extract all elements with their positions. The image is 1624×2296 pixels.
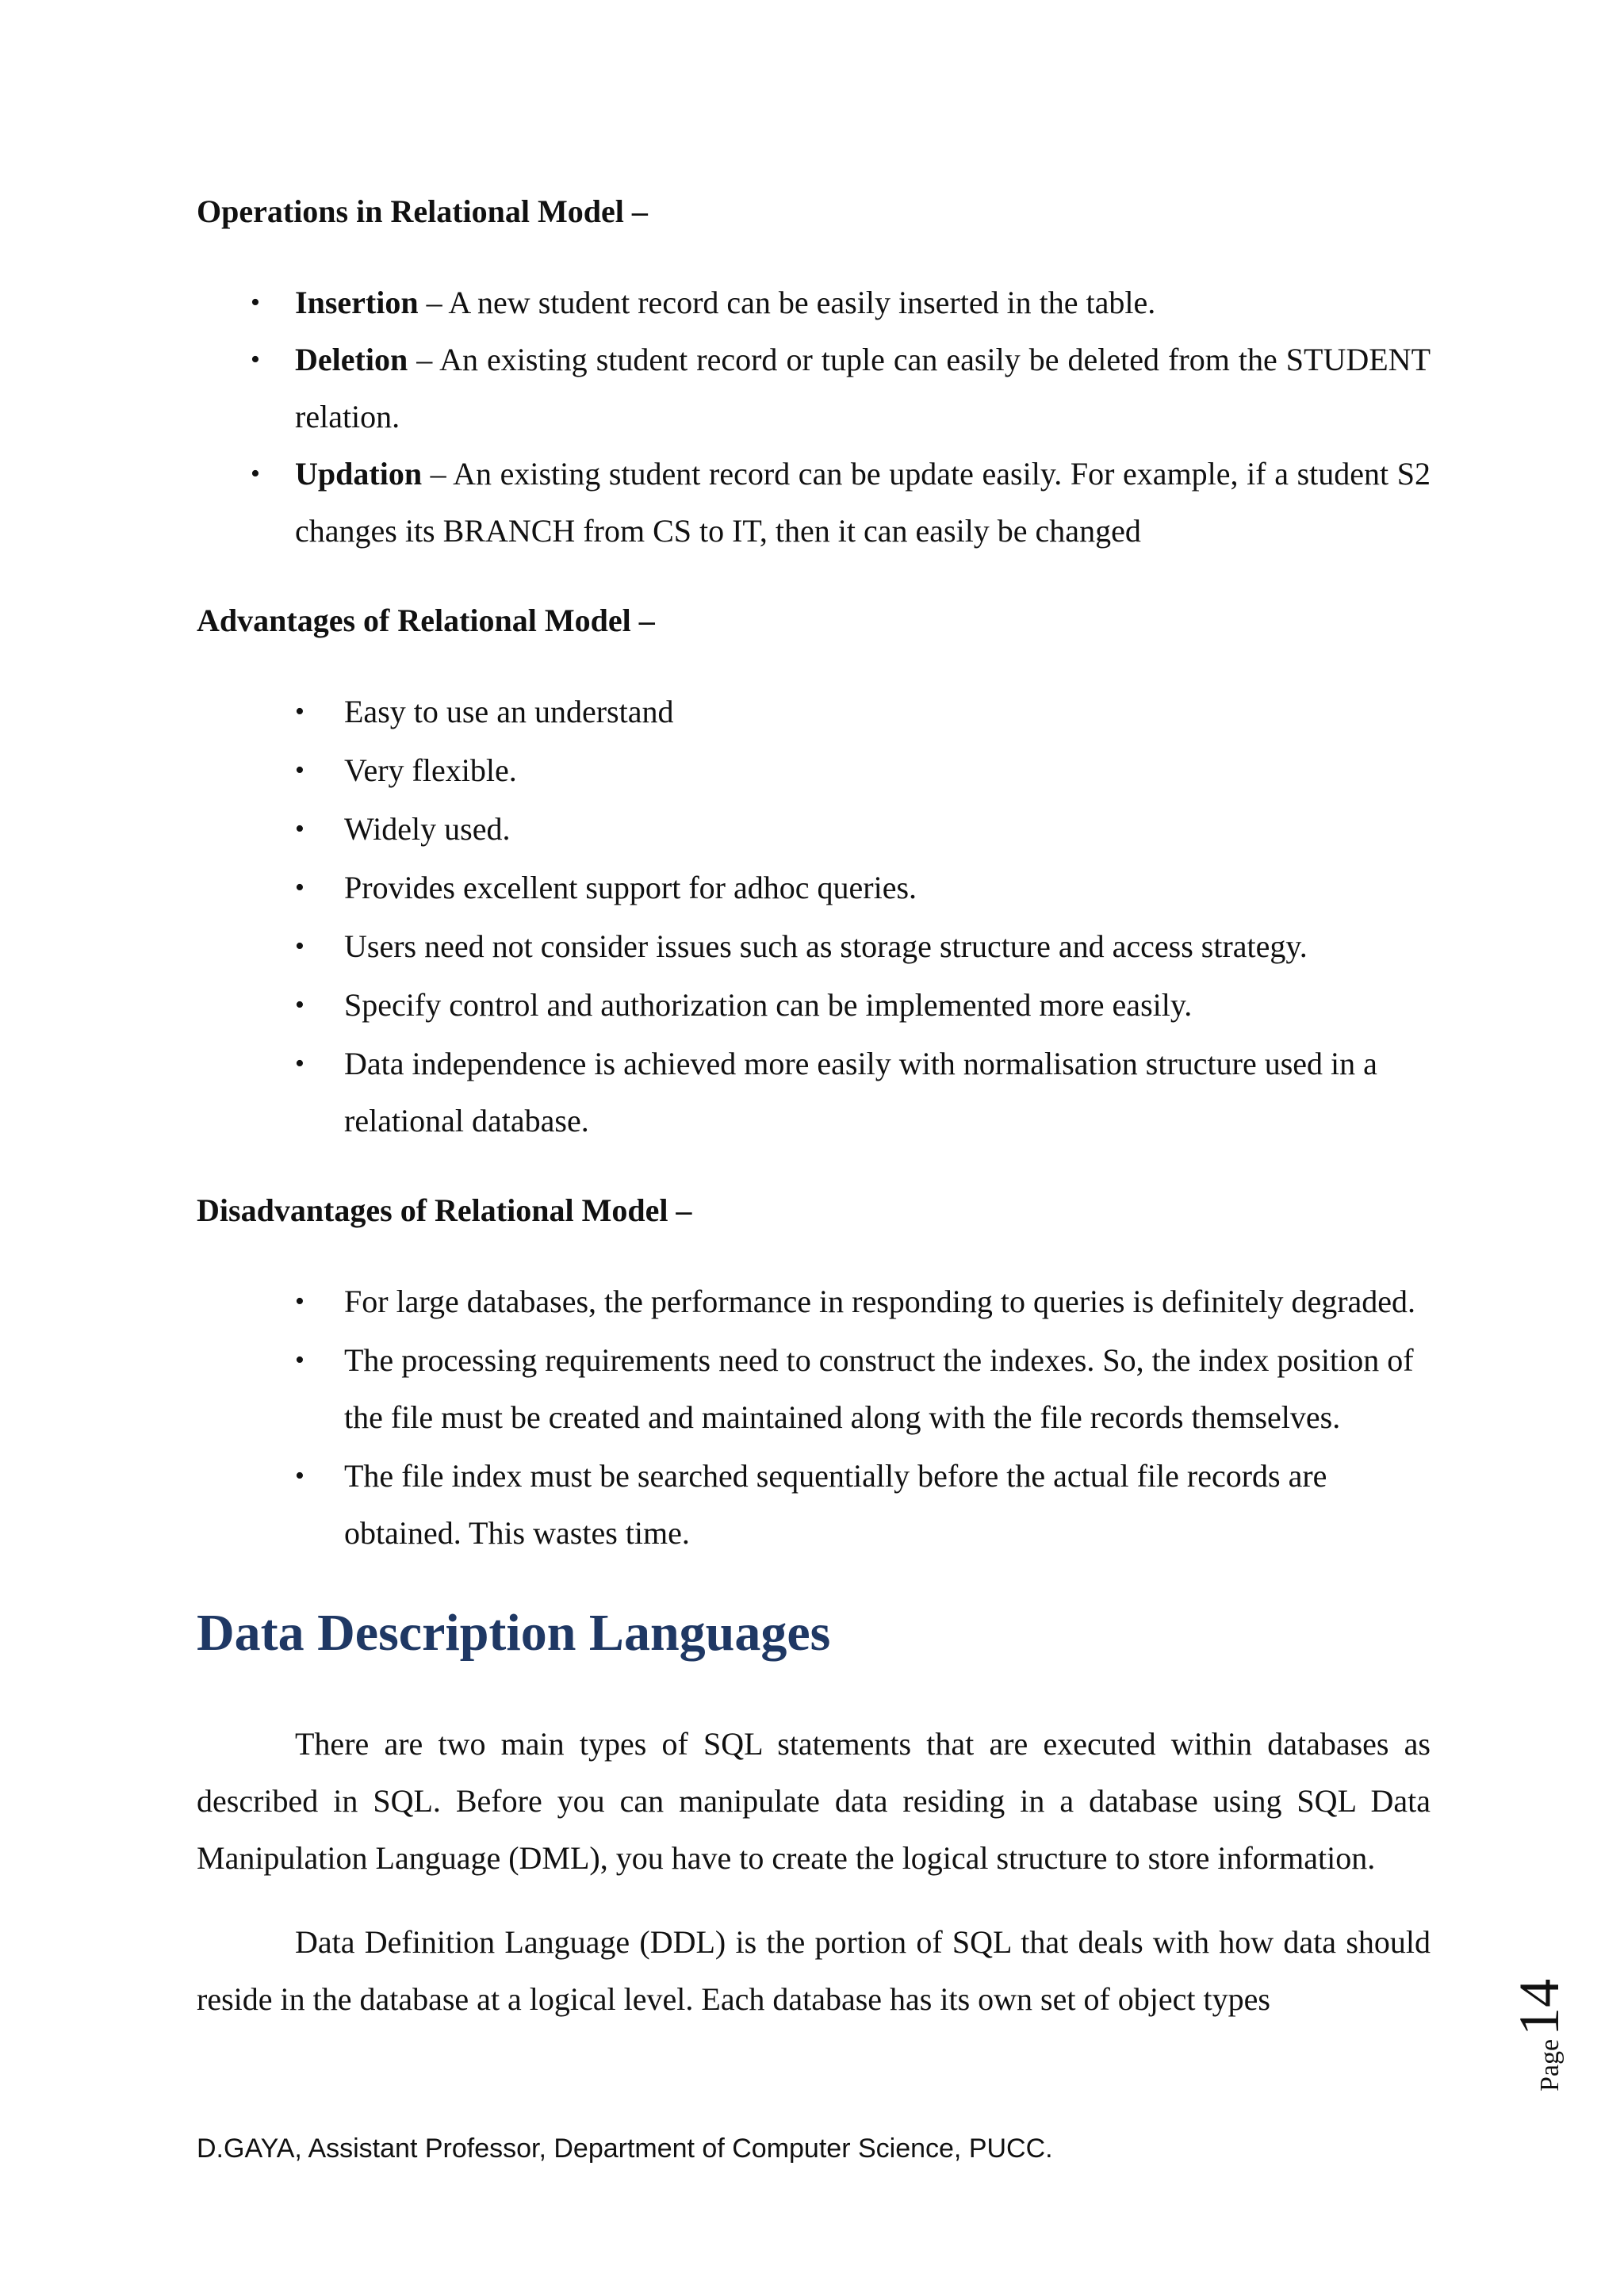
page-number-value: 14	[1507, 1978, 1571, 2036]
operation-term: Insertion	[295, 285, 419, 320]
list-item	[197, 918, 1431, 975]
page-label: Page	[1535, 2038, 1565, 2091]
ddl-paragraph: Data Definition Language (DDL) is the portion of SQL that deals with how data should reside in the database at a logical level. Each database has its own set of object types	[197, 1924, 1431, 2017]
list-item-text: Users need not consider issues such as storage structure and access strategy.	[344, 928, 1308, 964]
list-item	[197, 801, 1431, 858]
list-item-text: The file index must be searched sequentially before the actual file records are obtained. This wastes time.	[344, 1458, 1327, 1551]
operation-term: Deletion	[295, 342, 408, 377]
list-item-text: Specify control and authorization can be implemented more easily.	[344, 987, 1193, 1023]
page-footer: D.GAYA, Assistant Professor, Department of Computer Science, PUCC.	[197, 2133, 1053, 2164]
bullet-icon: •	[295, 697, 304, 726]
list-item-text: For large databases, the performance in responding to queries is definitely degraded.	[344, 1284, 1416, 1319]
list-item	[197, 1273, 1431, 1330]
list-item-text: The processing requirements need to construct the indexes. So, the index position of the file must be created and maintained along with the file records themselves.	[344, 1342, 1414, 1435]
operations-list	[197, 274, 1431, 560]
operations-title: Operations in Relational Model –	[197, 193, 648, 229]
bullet-icon: •	[295, 756, 304, 785]
list-item	[197, 446, 1431, 560]
list-item-text: Provides excellent support for adhoc queries.	[344, 870, 917, 905]
bullet-icon: •	[295, 1287, 304, 1316]
list-item	[197, 331, 1431, 446]
advantages-list	[197, 683, 1431, 1150]
list-item	[197, 1332, 1431, 1446]
operation-text: – An existing student record or tuple can easily be deleted from the STUDENT relation.	[295, 342, 1431, 434]
list-item	[197, 274, 1431, 331]
ddl-paragraph: There are two main types of SQL statements that are executed within databases as described in SQL. Before you can manipulate data residing in a database using SQL Data Manipulation Language (DML), you have to create the logical structure to store information.	[197, 1726, 1431, 1876]
list-item-text: Widely used.	[344, 811, 511, 847]
operation-text: – An existing student record can be update easily. For example, if a student S2 changes its BRANCH from CS to IT, then it can easily be changed	[295, 456, 1431, 549]
list-item	[197, 683, 1431, 740]
bullet-icon: •	[295, 814, 304, 844]
list-item	[197, 1448, 1431, 1562]
bullet-icon: •	[251, 459, 260, 488]
advantages-title: Advantages of Relational Model –	[197, 603, 655, 638]
list-item-text: Very flexible.	[344, 752, 517, 788]
list-item	[197, 1035, 1431, 1150]
bullet-icon: •	[251, 288, 260, 317]
list-item-text: Easy to use an understand	[344, 694, 674, 729]
bullet-icon: •	[295, 1345, 304, 1375]
disadvantages-title: Disadvantages of Relational Model –	[197, 1192, 692, 1228]
list-item	[197, 977, 1431, 1034]
operation-term: Updation	[295, 456, 423, 492]
page-number-rotated	[1507, 1979, 1572, 2091]
bullet-icon: •	[295, 1049, 304, 1078]
list-item-text: Data independence is achieved more easily with normalisation structure used in a relational database.	[344, 1046, 1377, 1138]
page-number	[1507, 1965, 1570, 2091]
ddl-heading: Data Description Languages	[197, 1604, 831, 1662]
bullet-icon: •	[295, 990, 304, 1020]
list-item	[197, 859, 1431, 916]
bullet-icon: •	[251, 345, 260, 374]
disadvantages-list	[197, 1273, 1431, 1562]
list-item	[197, 742, 1431, 799]
bullet-icon: •	[295, 873, 304, 902]
bullet-icon: •	[295, 932, 304, 961]
operation-text: – A new student record can be easily inserted in the table.	[418, 285, 1156, 320]
page-content	[197, 190, 1431, 2055]
bullet-icon: •	[295, 1461, 304, 1490]
